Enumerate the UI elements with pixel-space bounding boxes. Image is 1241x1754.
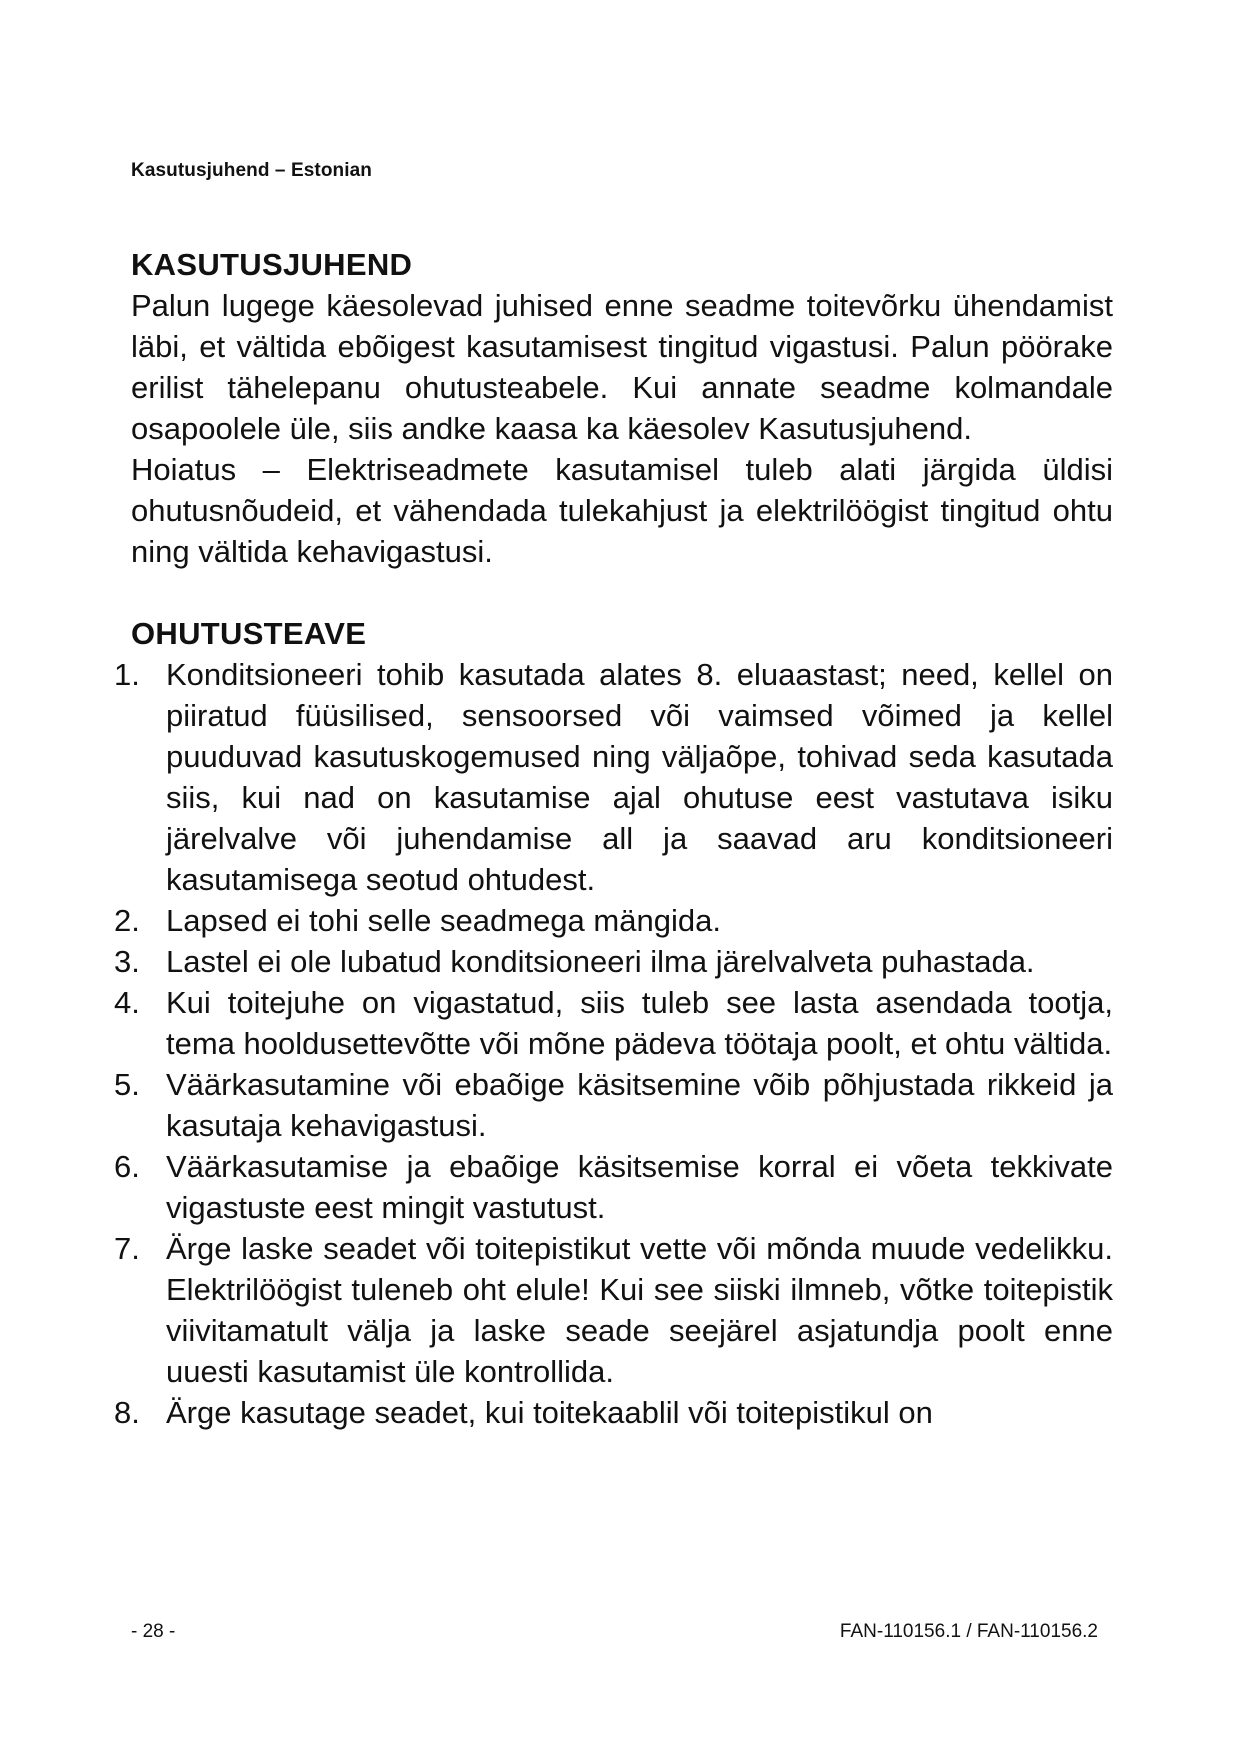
safety-item-text: Konditsioneeri tohib kasutada alates 8. eluaastast; need, kellel on piiratud füüsilised, sensoorsed või vaimsed võimed ja kellel puuduvad kasutuskogemused ning väljaõpe, tohivad seda kasutada siis, kui nad on kasutamise ajal ohutuse eest vastutava isiku järelvalve või juhendamise all ja saavad aru konditsioneeri kasutamisega seotud ohtudest.	[166, 657, 1113, 897]
instructions-warning: Hoiatus – Elektriseadmete kasutamisel tuleb alati järgida üldisi ohutusnõudeid, et vähendada tulekahjust ja elektrilöögist tingitud ohtu ning vältida kehavigastusi.	[131, 452, 1113, 569]
safety-item-number: 2.	[114, 903, 140, 938]
safety-item-8	[114, 1392, 1113, 1433]
document-content	[114, 244, 1113, 1433]
safety-item-7	[114, 1228, 1113, 1392]
safety-item-number: 3.	[114, 944, 140, 979]
safety-item-4	[114, 982, 1113, 1064]
safety-item-number: 4.	[114, 985, 140, 1020]
safety-item-number: 1.	[114, 657, 140, 692]
instructions-title: KASUTUSJUHEND	[131, 247, 413, 282]
safety-list	[114, 654, 1113, 1433]
instructions-intro: Palun lugege käesolevad juhised enne seadme toitevõrku ühendamist läbi, et vältida ebõigest kasutamisest tingitud vigastusi. Palun pöörake erilist tähelepanu ohutusteabele. Kui annate seadme kolmandale osapoolele üle, siis andke kaasa ka käesolev Kasutusjuhend.	[131, 288, 1113, 446]
safety-item-text: Kui toitejuhe on vigastatud, siis tuleb see lasta asendada tootja, tema hooldusettevõtte või mõne pädeva töötaja poolt, et ohtu vältida.	[166, 985, 1113, 1061]
safety-item-text: Ärge laske seadet või toitepistikut vette või mõnda muude vedelikku. Elektrilöögist tuleneb oht elule! Kui see siiski ilmneb, võtke toitepistik viivitamatult välja ja laske seade seejärel asjatundja poolt enne uuesti kasutamist üle kontrollida.	[166, 1231, 1113, 1389]
safety-item-text: Ärge kasutage seadet, kui toitekaablil või toitepistikul on	[166, 1395, 933, 1430]
page-number: - 28 -	[131, 1621, 176, 1642]
safety-item-text: Lastel ei ole lubatud konditsioneeri ilma järelvalveta puhastada.	[166, 944, 1035, 979]
safety-item-number: 6.	[114, 1149, 140, 1184]
section-spacer	[131, 572, 1113, 613]
safety-item-text: Lapsed ei tohi selle seadmega mängida.	[166, 903, 721, 938]
model-number: FAN-110156.1 / FAN-110156.2	[839, 1621, 1098, 1642]
safety-item-number: 7.	[114, 1231, 140, 1266]
safety-item-text: Väärkasutamine või ebaõige käsitsemine võib põhjustada rikkeid ja kasutaja kehavigastusi.	[166, 1067, 1113, 1143]
safety-item-6	[114, 1146, 1113, 1228]
safety-item-1	[114, 654, 1113, 900]
safety-item-3	[114, 941, 1113, 982]
safety-item-number: 5.	[114, 1067, 140, 1102]
safety-title: OHUTUSTEAVE	[131, 616, 367, 651]
safety-item-5	[114, 1064, 1113, 1146]
document-header-label: Kasutusjuhend – Estonian	[131, 160, 372, 181]
safety-item-text: Väärkasutamise ja ebaõige käsitsemise korral ei võeta tekkivate vigastuste eest mingit vastutust.	[166, 1149, 1113, 1225]
safety-item-2	[114, 900, 1113, 941]
safety-item-number: 8.	[114, 1395, 140, 1430]
